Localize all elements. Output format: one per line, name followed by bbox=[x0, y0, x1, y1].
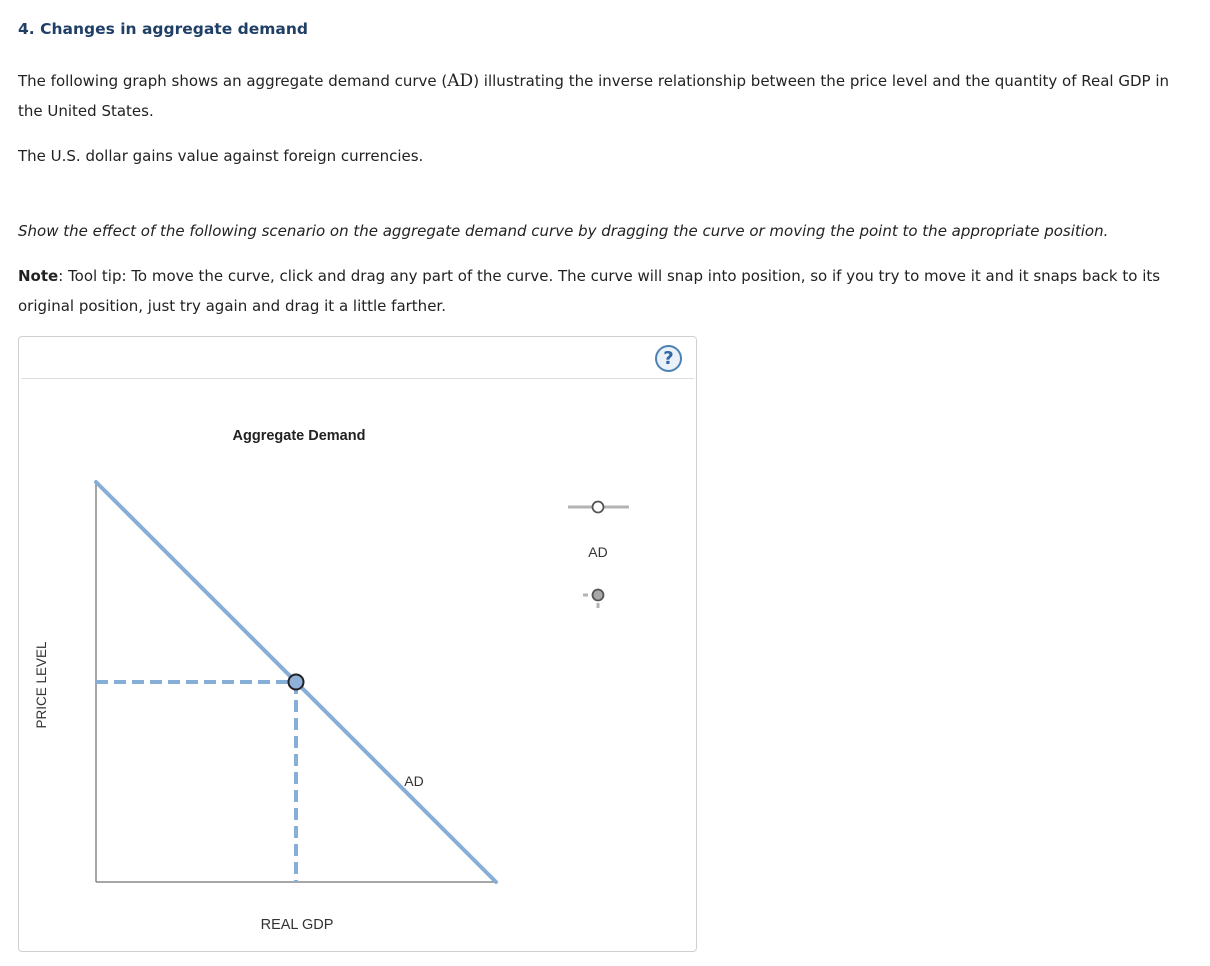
y-axis-label: PRICE LEVEL bbox=[34, 641, 49, 729]
palette-line-handle-icon bbox=[593, 502, 604, 513]
graph-title: Aggregate Demand bbox=[232, 428, 366, 444]
note-text: : Tool tip: To move the curve, click and drag any part of the curve. The curve will snap into position, so if you try to move it and it snaps back to its original position, just try again and drag it a little farther. bbox=[18, 267, 1161, 315]
palette-point-tool[interactable] bbox=[583, 590, 604, 609]
intro-math-ad: AD bbox=[447, 71, 474, 91]
scenario-text: The U.S. dollar gains value against foreign currencies. bbox=[18, 147, 424, 165]
palette-ad-line-tool[interactable] bbox=[568, 502, 629, 513]
question-title: 4. Changes in aggregate demand bbox=[18, 20, 308, 38]
note-label: Note bbox=[18, 267, 59, 285]
graph-tool-panel bbox=[18, 336, 697, 952]
x-axis-label: REAL GDP bbox=[260, 917, 334, 933]
intro-text-before: The following graph shows an aggregate demand curve ( bbox=[18, 72, 448, 90]
palette-ad-label: AD bbox=[588, 544, 608, 560]
palette-point-icon bbox=[593, 590, 604, 601]
ad-curve-label: AD bbox=[404, 773, 424, 789]
aggregate-demand-graph bbox=[19, 337, 696, 951]
intro-text-after: ) illustrating the inverse relationship between the price level and the quantity of Real GDP in the United States. bbox=[18, 72, 1170, 120]
equilibrium-point-handle[interactable] bbox=[289, 675, 304, 690]
note-paragraph bbox=[18, 261, 1178, 321]
help-button[interactable]: ? bbox=[655, 345, 682, 372]
intro-paragraph bbox=[18, 66, 1178, 126]
instruction-text: Show the effect of the following scenario on the aggregate demand curve by dragging the curve or moving the point to the appropriate position. bbox=[18, 222, 1109, 240]
